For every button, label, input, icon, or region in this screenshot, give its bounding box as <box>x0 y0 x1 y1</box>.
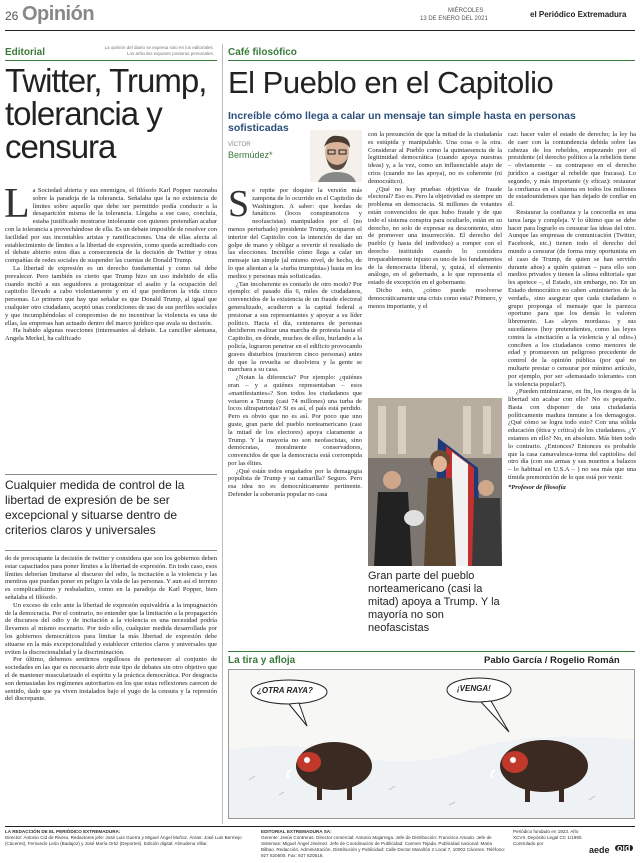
author-note: *Profesor de filosofía <box>508 483 566 491</box>
column-col3-paragraph-1: caz: hacer valer el estado de derecho; la ley ha de caer con la contundencia debida sobre las cabezas de los rebeldes, empezando por el presidente (el derecho político a la rebelión tiene – obviamente – su contrapeso en el derecho jurídico a castigar al rebelde que fracasa). Lo segundo, y más importante (y eficaz): restaurar la confianza en el sistema en todos los millones de estadounidenses que han dejado de confiar en él. <box>508 131 636 209</box>
page-header <box>0 0 640 30</box>
footer-rule <box>5 826 635 827</box>
editorial-paragraph-3: Ha habido algunas reacciones (interesantes al debate. La canciller alemana, Angela Merkel, ha calificado <box>5 327 217 343</box>
footer-redaction-title: LA REDACCIÓN DE EL PERIÓDICO EXTREMADURA: <box>5 829 121 834</box>
editorial-paragraph-2: La libertad de expresión es un derecho fundamental y como tal debe prevalecer. Pero también es cierto que Trump hizo un uso indebido de ella cuando incitó a sus seguidores a protagonizar el asalto y la ocupación del capitolio llevado a cabo violentamente y en el que perdieron la vida cinco personas. Lo primero que hay que señalar es que Donald Trump, al igual que cualquier otro ciudadano, aceptó unas condiciones de uso de sus perfiles sociales y que incumpliéndolas el compromiso de no incentivar la violencia es una de ellas, las empresas han actuado dentro del marco jurídico que avala su decisión. <box>5 264 217 327</box>
column-col2-paragraph-1: con la presunción de que la mitad de la ciudadanía es estúpida y manipulable. Una cosa o la otra. Considerar al Pueblo como la quintaesencia de la legitimidad democrática (cuando apoya nuestras ideas) y, a la vez, como un influenciable atajo de crios (cuando no las apoya), no es coherente (ni democrático). <box>368 131 502 185</box>
editorial-subhead-text: Cualquier medida de control de la libertad de expresión de be ser excepcional y situarse dentro de criterios claros y universales <box>5 478 185 537</box>
author-portrait-icon <box>310 130 362 182</box>
author-first-name: VÍCTOR <box>228 142 251 148</box>
editorial-label: Editorial <box>5 47 46 58</box>
cartoon-rule <box>228 651 635 652</box>
footer-company <box>261 829 506 859</box>
footer <box>5 829 635 862</box>
author-block <box>228 130 362 188</box>
editorial-subhead-rule <box>5 474 217 475</box>
editorial-headline: Twitter, Trump, tolerancia y censura <box>5 62 207 165</box>
column-drop-cap: S <box>228 183 250 225</box>
column-text-col-3 <box>508 131 636 492</box>
page-number: 26 <box>5 9 19 23</box>
footer-redaction <box>5 829 255 847</box>
column-col2-paragraph-3: Dicho esto, ¿cómo puede resolverse democráticamente una crisis como esta? Primero, y menos importante, y el <box>368 286 502 310</box>
editorial-paragraph-6: Por último, debemos sentirnos orgullosos de pertenecer al conjunto de sociedades en las que es necesario abrir este tipo de debates sin otro objetivo que el de mantener muscularizado el espíritu y la práctica democrática. Por desgracia son demasiadas los regímenes autoritarios en los que estas reflexiones carecen de sentido, dado que ya viven instalados bajo el yugo de la censura y la represión del discrepante. <box>5 656 217 703</box>
capitol-rioters-photo-icon <box>368 398 502 566</box>
aede-logo: aede <box>589 845 610 855</box>
newspaper-name: el Periódico Extremadura <box>530 10 627 19</box>
column-col1-paragraph-1: e repite por doquier la versión más zampona de lo ocurrido en el Capitolio de Washington. A saber: que hordas de fanáticos (locos conspiranoicos y neofascistas) manipulados por el (no menos perturbado) presidente Trump, ocuparon el interior del Capitolio con la intención de dar un golpe de mano y obligar a revertir el resultado de las elecciones. Increíble cómo llega a calar un mensaje tan simple (al mismo nivel, de hecho, de lo que alientan a la «turba trumpista») hasta en los medios y personas más sofisticadas. <box>228 187 362 280</box>
column-col2-paragraph-2: ¿Qué no hay pruebas objetivas de fraude electoral? Eso es. Pero la objetividad es siempre un problema en democracia. Si millones de votantes están convencidos de que hubo fraude y de que todo el sistema conspira para ocultarlo, están en su derecho, no solo de expresar su descontento, sino de promover una insurrección. El derecho del pueblo (y hasta del individuo) a romper con el derecho instituido cuando lo considera irreparablemente injusto es uno de los fundamentos de la democracia liberal, y, quizá, el elemento análogo, en el gobernado, a lo que representa el estado de excepción en el gobernante. <box>368 185 502 287</box>
editorial-disclaimer: La opinión del diario se expresa solo en los editoriales. Los artículos exponen posturas personales. <box>104 45 214 56</box>
column-standfirst: Increíble cómo llega a calar un mensaje tan simple hasta en personas sofisticadas <box>228 110 576 134</box>
editorial-subhead-rule-bottom <box>5 550 217 551</box>
editorial-subhead <box>5 478 217 538</box>
author-last-name: Bermúdez* <box>228 150 273 160</box>
author-photo <box>310 130 362 182</box>
ojd-logo: ojd <box>617 843 631 853</box>
section-title: Opinión <box>22 3 95 25</box>
column-col1-paragraph-3: ¿Notan la diferencia? Por ejemplo: ¿quiénes eran – y a quiénes representaban – esos «manifestantes»? Son todos los ciudadanos que votaron a Trump (casi 74 millones) una turba de locos ultrapatriotas? Si es así, el país está perdido. Pero es obvio que no es así. Por poco que uno guste, gran parte del pueblo norteamericano (casi la mitad de los electores) apoya claramente a Trump. Y la mayoría no son neofascistas, sino demócratas, moralmente conservadores, convencidos de que la democracia está corrompida por las élites. <box>228 374 362 467</box>
column-text-col-1 <box>228 183 362 499</box>
header-rule <box>5 30 635 31</box>
cartoon-bubble-left: ¿OTRA RAYA? <box>257 686 313 695</box>
photo-caption-text: Gran parte del pueblo norteamericano (casi la mitad) apoya a Trump. Y la mayoría no son neofascistas <box>368 570 500 634</box>
cartoon-strip <box>228 669 635 819</box>
cartoon-authors: Pablo García / Rogelio Román <box>484 655 620 666</box>
photo-caption <box>368 570 502 635</box>
footer-legal <box>513 829 588 847</box>
editorial-paragraph-5: Un exceso de celo ante la libertad de expresión equivaldría a la impugnación de la democracia. Por el contrario, no entender que la limitación a la propagación de discursos del odio y de incitación a la violencia es una necesidad podría llevarnos al mismo escenario. Por todo ello, cualquier medida desarrollada por los gobiernos democráticos para limitar la más libertad de expresión debe situarse en la más excepcionalidad y establecer criterios claros y universales que eviten la discrecionalidad y la discriminación. <box>5 601 217 656</box>
column-col1-paragraph-4: ¿Qué están todos engañados por la demagogia populista de Trump y su camarilla? Seguro. Pero esa idea no es democráticamente pertinente. Defender la soberanía popular no casa <box>228 467 362 499</box>
column-col3-paragraph-2: Restaurar la confianza y la concordia es una tarea larga y compleja. Y lo último que se debe hacer para lograrlo es censurar las ideas del otro. Aunque las empresas de comunicación (Twitter, Facebook, etc.) tienen todo el derecho del mundo a censurar (de forma muy oportunista en el caso de Trump, de quien se han servido durante años) a quién quieran – para ello son medios privados y tienen la «línea editorial» que les apetece –, el Estado, sin embargo, no. En un Estado democrático no caben «ministerios de la verdad», sino asegurar que cada ciudadano o grupo proponga el mensaje que le parezca oportuno para que los demás lo valoren libremente. Las «leyes mordaza» y sus sucedáneos (hoy pretendientes, como las leyes contra la «incitación a la violencia y al odio») conciben a los ciudadanos como menores de edad y promueven un peligroso precedente de control de la opinión pública (por qué no multarte prestar o censurar por mínimo artículo, por ejemplo, por ser «demasiado tolerante» con la violencia popular?). <box>508 208 636 388</box>
footer-company-text: Gerente: Jesús Contreras. Director comercial: Antonio Majarrega. Jefe de Distribución: Francisco Amado. Jefe de Sistemas: Miguel Ángel Jiménez. Jefe de Coordinación de Publicidad: Carmen Tejada. Publicidad nacional: Maria Bilbao. Redacción, Administración, Distribución y Publicidad: Calle Doctor Marañón 2 Local 7, 10002 Cáceres. Teléfono: 927 620600. Fax: 927 620616. <box>261 835 506 858</box>
header-day: MIÉRCOLES <box>448 8 484 14</box>
header-date: 13 DE ENERO DEL 2021 <box>420 16 488 22</box>
footer-company-title: EDITORIAL EXTREMADURA SA: <box>261 829 332 834</box>
column-divider <box>222 44 223 824</box>
column-photo <box>368 398 502 566</box>
editorial-paragraph-4: do de preocupante la decisión de twitter y considera que son los gobiernos deben estar capacitados para poner límites a la libertad de expresión. En todo caso, esos límites deberían limitarse al discurso del odio, la incitación a la violencia y las mentiras que puedan poner en peligro la vida de las personas. Y aun así el terreno es complicadísimo y resbaladizo, como en la paradoja de Karl Popper, bien señalaba el filósofo. <box>5 555 217 601</box>
cartoon-label: La tira y afloja <box>228 655 296 666</box>
cartoon-bubble-right: ¡VENGA! <box>457 684 491 693</box>
column-label-rule <box>228 60 635 61</box>
column-label: Café filosófico <box>228 47 297 58</box>
editorial-drop-cap: L <box>4 181 30 227</box>
editorial-label-rule <box>5 60 217 61</box>
editorial-body-block-2 <box>5 555 217 703</box>
column-headline: El Pueblo en el Capitolio <box>228 65 554 100</box>
column-col1-paragraph-2: ¿Tan incoherente es contarlo de otro modo? Por ejemplo: el pasado día 6, miles de ciudadanos, convencidos de la existencia de un fraude electoral generalizado, acudieron a la capital federal a presionar a sus representantes y apoyar a su líder político. Hacia el día, centenares de personas decidieron realizar una marcha de protesta hasta el Capitolio, en dónde, muchos de ellos, burlando a la policía, lograron penetrar en el edificio provocando graves disturbios (murieron cinco personas) antes de que la revuelta se disolviera y la gente se marchara a su casa. <box>228 280 362 374</box>
editorial-paragraph-1: a Sociedad abierta y sus enemigos, el filósofo Karl Popper razonaba sobre la paradoja de la tolerancia. Señalaba que la no existencia de límites sobre aquello que debe ser permitido podía conducir a la desaparición misma de la tolerancia. Llegaba a ese caso, concluía, estaba justificado mostrarse intolerante con quienes pretendían acabar con la tolerancia a provechándose de ella. Es un debate imposible de resolver con facilidad por sus incontables aristas y ramificaciones. Una de ellas afecta al establecimiento de límites a la libertad de expresión, como queda acreditado con el debate abierto estos días a consecuencia de la decisión de Twitter y otras compañías de redes sociales de suspender las cuentas de Donald Trump. <box>5 187 217 265</box>
footer-legal-text: Periódico fundado en 1923. Año XCVII. Depósito Legal CC 1/1990. Controlado por <box>513 829 583 846</box>
footer-redaction-text: Director: Antonio Cid de Rivera. Redactores jefe: José Luis Guerra y Miguel Ángel Muñoz. Áreas: José Luis Bermejo (Cáceres), Fernando León (Badajoz) y José María Ortiz (Deportes). Edición digital: Almudena Villar. <box>5 835 242 846</box>
column-col3-paragraph-3: ¿Pueden minimizarse, en fin, los riesgos de la libertad sin acabar con ello? No es pequeño. Basta con disponer de una ciudadanía políticamente madura inmune a los demagogos. ¿Qué cómo se logra todo esto? Con una sólida educación (ética y crítica) de los ciudadanos. ¿Y estamos en ello? No, en absoluto. Más bien todo lo contrario. ¿Entonces? Entonces es probable que la casa camavalesca-toma del capitolio» del otro día (con sus armas y sus muertos a balazos – lo habitual en U.S.A – ) no sea más que una tímida premonición de lo que está por venir. <box>508 388 636 482</box>
editorial-body-block-1 <box>4 181 217 343</box>
column-text-col-2 <box>368 131 502 310</box>
